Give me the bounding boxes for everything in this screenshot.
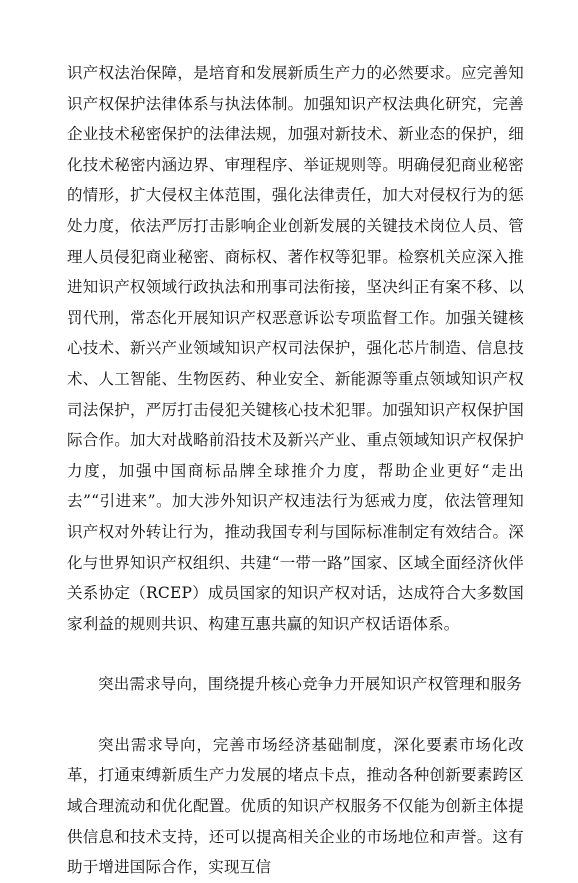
body-paragraph-2: 突出需求导向，完善市场经济基础制度，深化要素市场化改革，打通束缚新质生产力发展的堵点卡点，推动各种创新要素跨区域合理流动和优化配置。优质的知识产权服务不仅能为创新主体提供信息和技术支持，还可以提高相关企业的市场地位和声誉。这有助于增进国际合作，实现互信 xyxy=(67,735,524,877)
article-body xyxy=(67,58,524,883)
section-heading: 突出需求导向，围绕提升核心竞争力开展知识产权管理和服务 xyxy=(98,675,522,694)
body-paragraph-1: 识产权法治保障，是培育和发展新质生产力的必然要求。应完善知识产权保护法律体系与执法体制。加强知识产权法典化研究，完善企业技术秘密保护的法律法规，加强对新技术、新业态的保护，细化技术秘密内涵边界、审理程序、举证规则等。明确侵犯商业秘密的情形，扩大侵权主体范围，强化法律责任，加大对侵权行为的惩处力度，依法严厉打击影响企业创新发展的关键技术岗位人员、管理人员侵犯商业秘密、商标权、著作权等犯罪。检察机关应深入推进知识产权领域行政执法和刑事司法衔接，坚决纠正有案不移、以罚代刑，常态化开展知识产权恶意诉讼专项监督工作。加强关键核心技术、新兴产业领域知识产权司法保护，强化芯片制造、信息技术、人工智能、生物医药、种业安全、新能源等重点领域知识产权司法保护，严厉打击侵犯关键核心技术犯罪。加强知识产权保护国际合作。加大对战略前沿技术及新兴产业、重点领域知识产权保护力度，加强中国商标品牌全球推介力度，帮助企业更好“走出去”“引进来”。加大涉外知识产权违法行为惩戒力度，依法管理知识产权对外转让行为，推动我国专利与国际标准制定有效结合。深化与世界知识产权组织、共建“一带一路”国家、区域全面经济伙伴关系协定（RCEP）成员国家的知识产权对话，达成符合大多数国家利益的规则共识、构建互惠共赢的知识产权话语体系。 xyxy=(67,64,524,633)
